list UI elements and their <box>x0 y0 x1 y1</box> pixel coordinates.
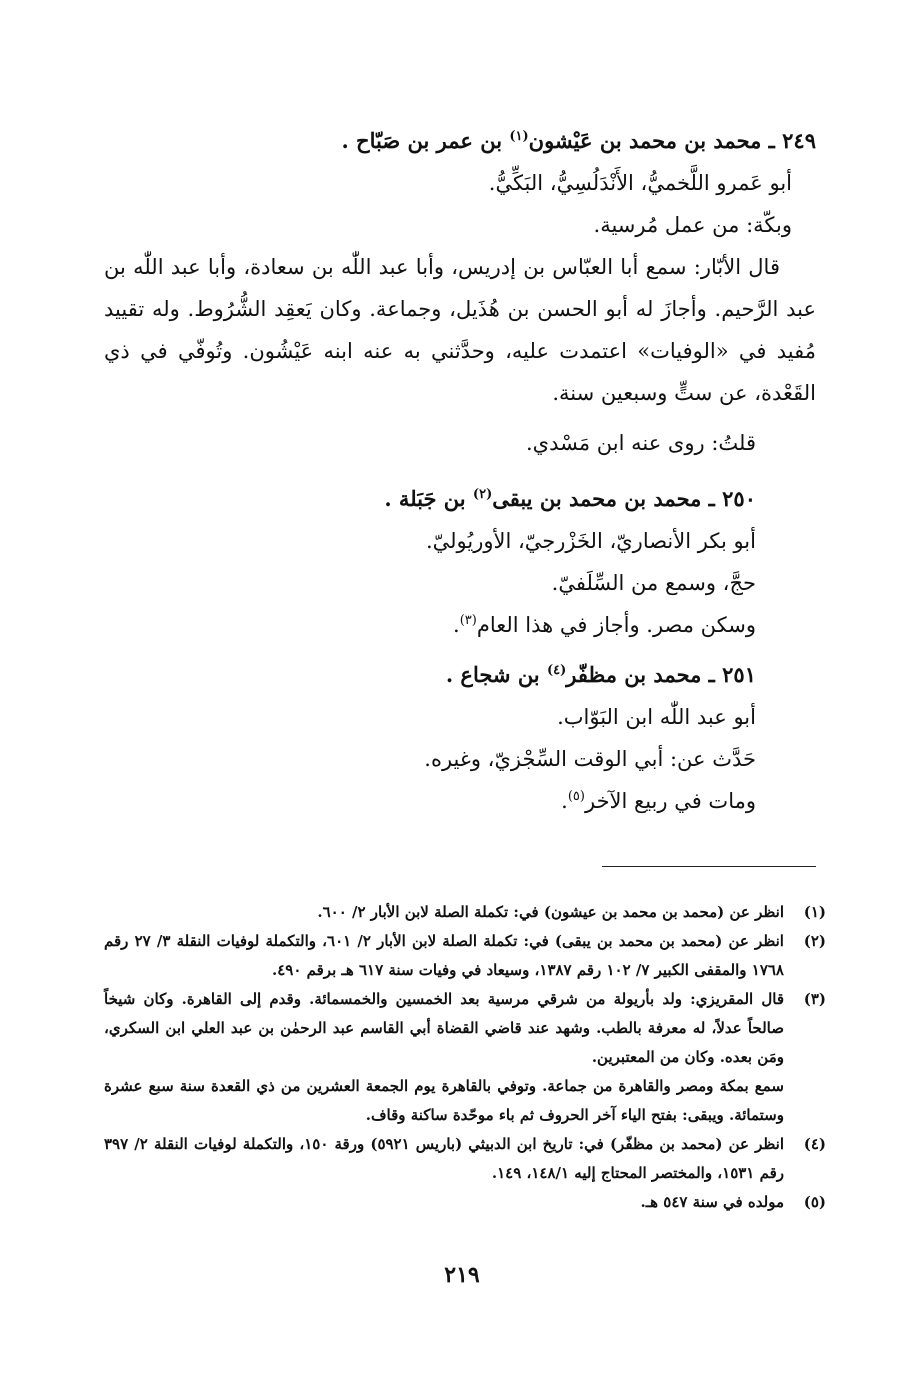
entry-249-qultu: قلتُ: روى عنه ابن مَسْدي. <box>525 431 756 455</box>
footnote-text: انظر عن (محمد بن محمد بن عيشون) في: تكملة الصلة لابن الأبار ٢/ ٦٠٠. <box>317 903 784 921</box>
entry-249-biography: قال الأبّار: سمع أبا العبّاس بن إدريس، وأبا عبد اللّٰه بن سعادة، وأبا عبد اللّٰه بن عبد الرَّحيم. وأجازَ له أبو الحسن بن هُذَيل، وجماعة. وكان يَعقِد الشُّرُوط. وله تقييد مُفيد في «الوفيات» اعتمدت عليه، وحدَّثني به عنه ابنه عَيْشُون. وتُوفّي في ذي القَعْدة، عن ستٍّ وسبعين سنة. <box>104 255 816 405</box>
entry-251-death <box>104 780 816 822</box>
footnote-3-text: قال المقريزي: ولد بأريولة من شرقي مرسية بعد الخمسين والخمسمائة. وقدم إلى القاهرة. وكان شيخاً صالحاً عدلاً، له معرفة بالطب. وشهد عند قاضي القضاة أبي القاسم عبد الرحمٰن بن عبد العلي ابن السكري، ومَن بعده. وكان من المعتبرين. <box>104 990 784 1066</box>
entry-249-name-rest: بن عمر بن صَبّاح . <box>341 128 510 153</box>
entry-249-heading <box>104 120 816 162</box>
footnote-number: (٤) <box>803 1135 826 1153</box>
footnote-ref-4: (٤) <box>546 663 567 678</box>
entry-251-death-end: . <box>561 789 568 813</box>
entry-251-heading <box>104 654 816 696</box>
footnote-text: انظر عن (محمد بن محمد بن يبقى) في: تكملة الصلة لابن الأبار ٢/ ٦٠١، والتكملة لوفيات النقلة ٣/ ٢٧ رقم ١٧٦٨ والمقفى الكبير ٧/ ١٠٢ رقم ١٣٨٧، وسيعاد في وفيات سنة ٦١٧ هـ برقم ٤٩٠. <box>104 932 784 979</box>
page-number: ٢١٩ <box>444 1262 480 1288</box>
entry-251-kunya: أبو عبد اللّٰه ابن البَوّاب. <box>557 705 756 729</box>
footnote-number: (٣) <box>803 990 826 1008</box>
footnote-text: مولده في سنة ٥٤٧ هـ. <box>640 1193 784 1211</box>
entry-251-death-text: ومات في ربيع الآخر <box>584 789 756 813</box>
footnote-1 <box>104 898 826 927</box>
entry-250-residence <box>104 604 816 646</box>
footnotes <box>104 898 826 1217</box>
main-text <box>104 120 816 822</box>
entry-250-kunya: أبو بكر الأنصاريّ، الخَزْرجيّ، الأوريُوليّ. <box>425 529 756 553</box>
entry-251-name-rest: بن شجاع . <box>445 662 547 687</box>
footnote-number: (٥) <box>803 1193 826 1211</box>
entry-249-place: وبكّة: من عمل مُرسية. <box>593 213 792 237</box>
footnote-text: انظر عن (محمد بن مظفّر) في: تاريخ ابن الدبيثي (باريس ٥٩٢١) ورقة ١٥٠، والتكملة لوفيات النقلة ٢/ ٣٩٧ رقم ١٥٣١، والمختصر المحتاج إليه ١٤٨/١، ١٤٩. <box>104 1135 784 1182</box>
footnote-separator <box>602 866 816 867</box>
footnote-2 <box>104 927 826 985</box>
footnote-number: (٢) <box>803 932 826 950</box>
footnote-3 <box>104 985 826 1130</box>
entry-249-name: ٢٤٩ ـ محمد بن محمد بن عَيْشون <box>528 128 816 153</box>
entry-251-name: ٢٥١ ـ محمد بن مظفّر <box>566 662 756 687</box>
entry-250-hajj: حجَّ، وسمع من السِّلَفيّ. <box>551 571 756 595</box>
footnote-ref-3: (٣) <box>459 613 477 628</box>
footnote-ref-2: (٢) <box>472 487 493 502</box>
footnote-number: (١) <box>803 903 826 921</box>
footnote-ref-1: (١) <box>509 129 529 144</box>
footnote-ref-5: (٥) <box>567 789 585 804</box>
entry-250-residence-end: . <box>453 613 460 637</box>
footnote-5 <box>104 1188 826 1217</box>
footnote-3-continuation: سمع بمكة ومصر والقاهرة من جماعة. وتوفي بالقاهرة يوم الجمعة العشرين من ذي القعدة سنة سبع عشرة وستمائة. ويبقى: بفتح الياء آخر الحروف ثم باء موحّدة ساكنة وقاف. <box>104 1077 784 1124</box>
entry-250-name-rest: بن جَبَلة . <box>384 486 473 511</box>
entry-251-narration: حَدَّث عن: أبي الوقت السِّجْزيّ، وغيره. <box>424 747 756 771</box>
entry-250-name: ٢٥٠ ـ محمد بن محمد بن يبقى <box>492 486 756 511</box>
footnote-text <box>104 985 784 1130</box>
entry-250-heading <box>104 478 816 520</box>
footnote-4 <box>104 1130 826 1188</box>
entry-249-kunya: أبو عَمرو اللَّخميُّ، الأَنْدَلُسِيُّ، البَكِّيُّ. <box>488 171 792 195</box>
entry-250-residence-text: وسكن مصر. وأجاز في هذا العام <box>476 613 756 637</box>
